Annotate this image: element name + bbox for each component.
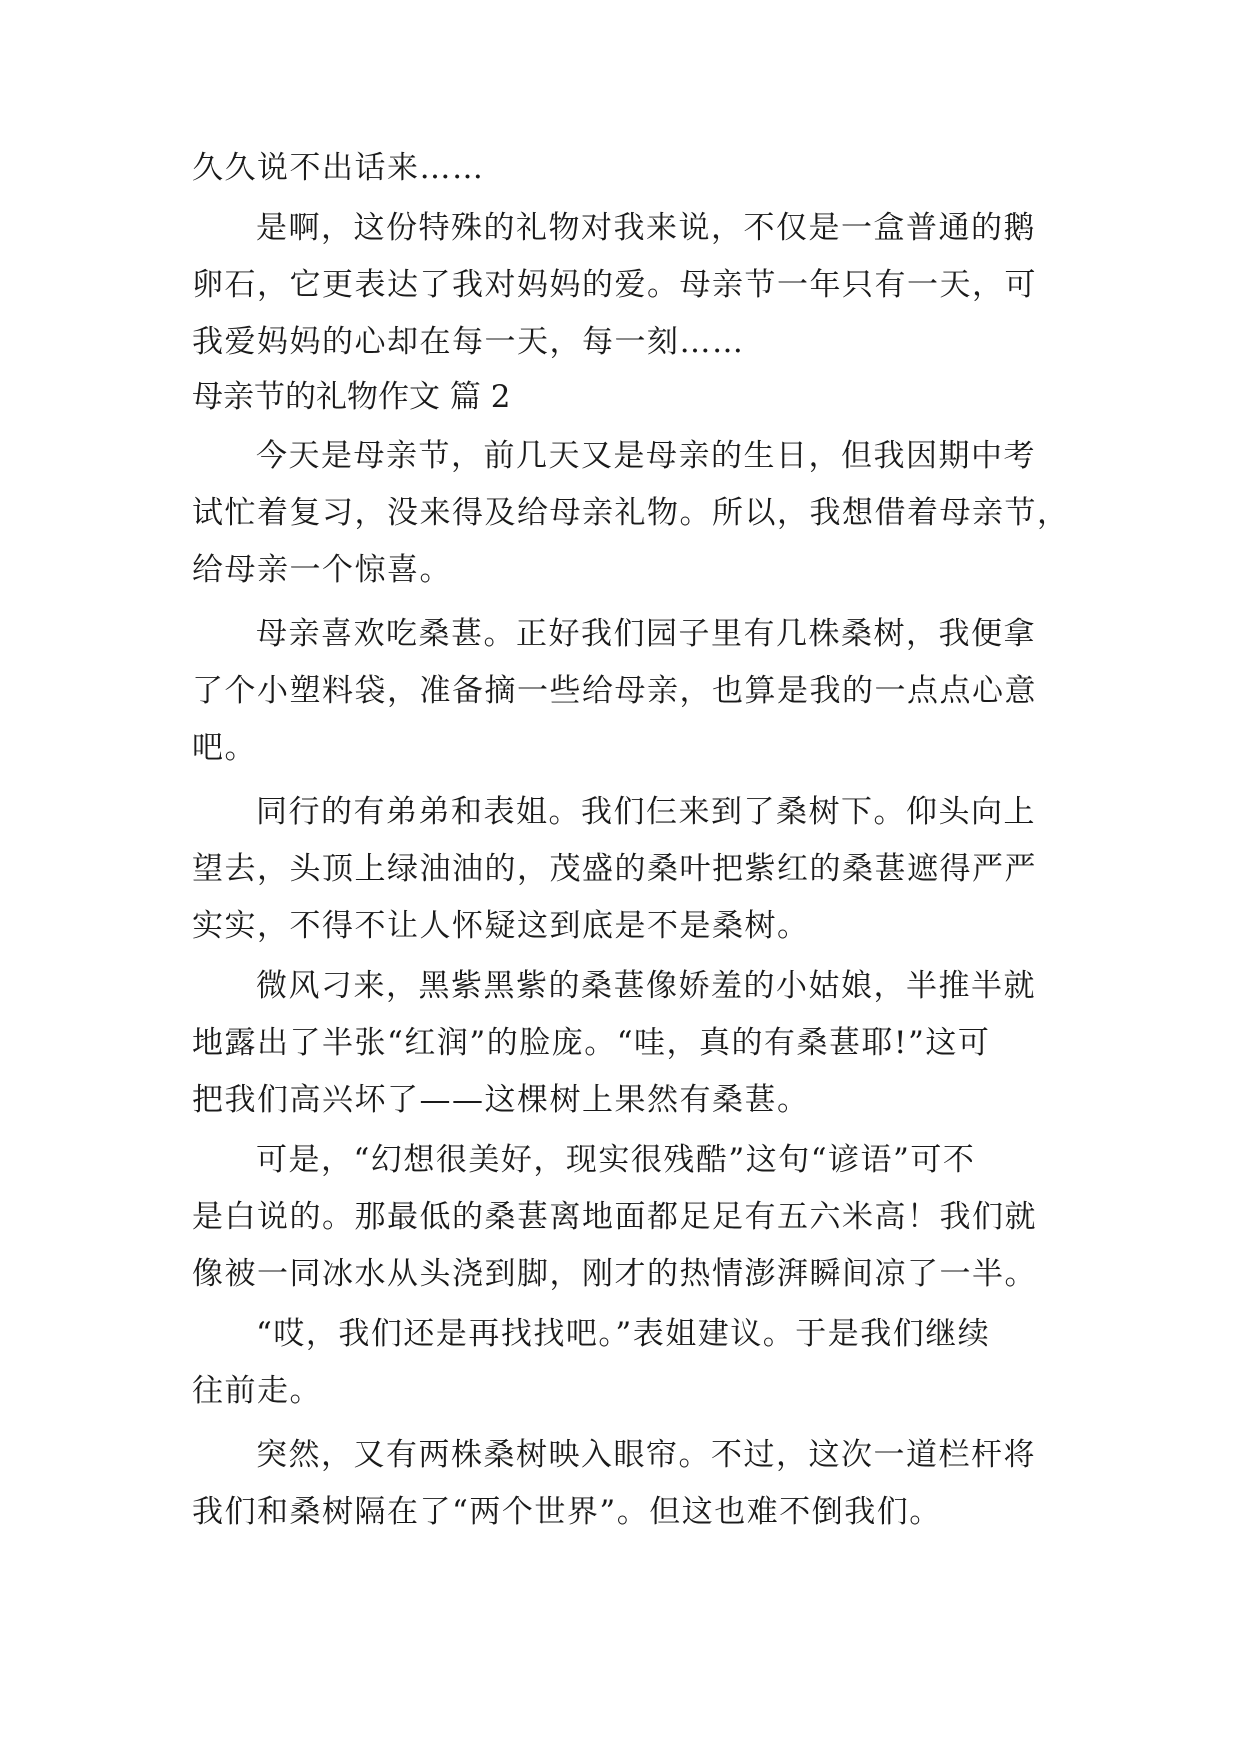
paragraph-first-line: 同行的有弟弟和表姐。我们仨来到了桑树下。仰头向上 — [256, 794, 1036, 830]
paragraph-first-line: 母亲喜欢吃桑葚。正好我们园子里有几株桑树，我便拿 — [256, 616, 1036, 652]
text-line: 给母亲一个惊喜。 — [192, 552, 452, 588]
text-line: 像被一同冰水从头浇到脚，刚才的热情澎湃瞬间凉了一半。 — [192, 1256, 1037, 1292]
text-line: 我爱妈妈的心却在每一天，每一刻…… — [192, 324, 745, 360]
text-line: 久久说不出话来…… — [192, 150, 485, 186]
paragraph-first-line: 今天是母亲节，前几天又是母亲的生日，但我因期中考 — [256, 438, 1036, 474]
text-line: 是白说的。那最低的桑葚离地面都足足有五六米高！我们就 — [192, 1199, 1037, 1235]
text-line: 我们和桑树隔在了“两个世界”。但这也难不倒我们。 — [192, 1494, 942, 1530]
paragraph-first-line: 是啊，这份特殊的礼物对我来说，不仅是一盒普通的鹅 — [256, 210, 1036, 246]
section-heading: 母亲节的礼物作文 篇 2 — [192, 379, 511, 415]
paragraph-first-line: 可是，“幻想很美好，现实很残酷”这句“谚语”可不 — [256, 1142, 976, 1178]
text-line: 试忙着复习，没来得及给母亲礼物。所以，我想借着母亲节， — [192, 495, 1070, 531]
text-line: 地露出了半张“红润”的脸庞。“哇，真的有桑葚耶!”这可 — [192, 1025, 991, 1061]
paragraph-first-line: 微风刁来，黑紫黑紫的桑葚像娇羞的小姑娘，半推半就 — [256, 968, 1036, 1004]
text-line: 了个小塑料袋，准备摘一些给母亲，也算是我的一点点心意 — [192, 673, 1037, 709]
text-line: 把我们高兴坏了——这棵树上果然有桑葚。 — [192, 1082, 810, 1118]
paragraph-first-line: “哎，我们还是再找找吧。”表姐建议。于是我们继续 — [256, 1316, 991, 1352]
text-line: 往前走。 — [192, 1373, 322, 1409]
text-line: 吧。 — [192, 730, 257, 766]
paragraph-first-line: 突然，又有两株桑树映入眼帘。不过，这次一道栏杆将 — [256, 1437, 1036, 1473]
text-line: 卵石，它更表达了我对妈妈的爱。母亲节一年只有一天，可 — [192, 267, 1037, 303]
text-line: 望去，头顶上绿油油的，茂盛的桑叶把紫红的桑葚遮得严严 — [192, 851, 1037, 887]
text-line: 实实，不得不让人怀疑这到底是不是桑树。 — [192, 908, 810, 944]
